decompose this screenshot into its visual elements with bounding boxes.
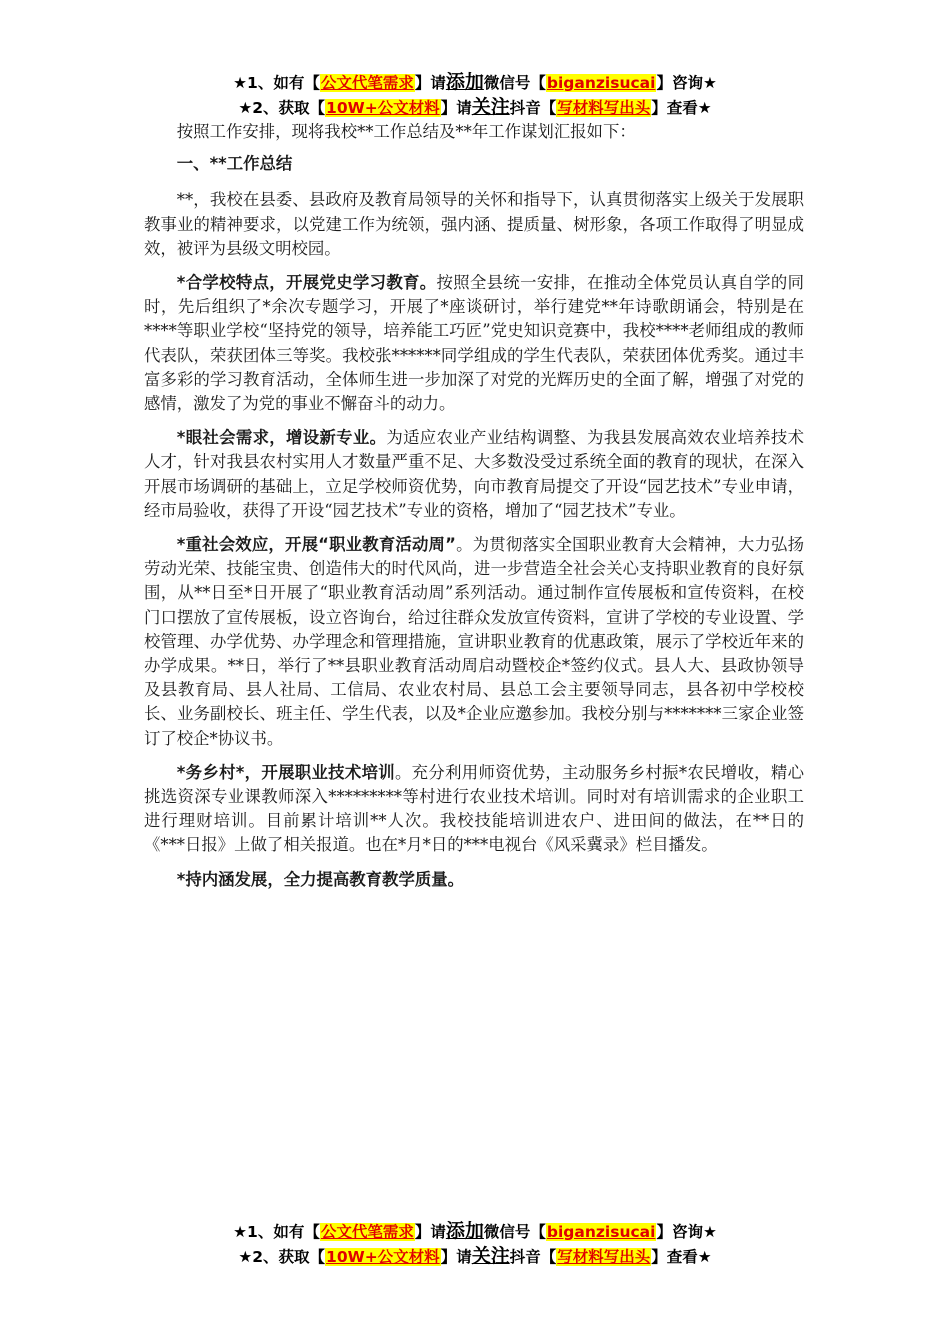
promo-highlight: 10W+公文材料	[326, 99, 440, 117]
promo-line-2	[0, 1244, 950, 1269]
promo-line-2	[0, 95, 950, 120]
promo-text: 微信号【	[483, 74, 546, 92]
section-1-body: 按照全县统一安排，在推动全体党员认真自学的同时，先后组织了*余次专题学习，开展了*座谈研讨，举行建党**年诗歌朗诵会，特别是在****等职业学校“坚持党的领导，培养能工巧匠”党史知识竞赛中，我校****老师组成的教师代表队，荣获团体三等奖。我校张******同学组成的学生代表队，荣获团体优秀奖。通过丰富多彩的学习教育活动，全体师生进一步加深了对党的光辉历史的全面了解，增强了对党的感情，激发了为党的事业不懈奋斗的动力。	[144, 273, 805, 414]
promo-text: ★1、如有【	[233, 74, 320, 92]
promo-emphasis: 关注	[471, 96, 510, 118]
promo-text: 抖音【	[509, 99, 557, 117]
document-body	[144, 120, 804, 902]
promo-text: 】请	[414, 74, 446, 92]
promo-text: ★2、获取【	[238, 99, 326, 117]
promo-text: 】请	[440, 99, 472, 117]
section-5-paragraph	[144, 868, 804, 892]
section-2-body: 为适应农业产业结构调整、为我县发展高效农业培养技术人才，针对我县农村实用人才数量严重不足、大多数没受过系统全面的教育的现状，在深入开展市场调研的基础上，立足学校师资优势，向市教育局提交了开设“园艺技术”专业申请，经市局验收，获得了开设“园艺技术”专业的资格，增加了“园艺技术”专业。	[144, 428, 805, 520]
overview-paragraph: **，我校在县委、县政府及教育局领导的关怀和指导下，认真贯彻落实上级关于发展职教事业的精神要求，以党建工作为统领，强内涵、提质量、树形象，各项工作取得了明显成效，被评为县级文明校园。	[144, 190, 804, 258]
section-3-paragraph	[144, 533, 804, 751]
section-4-paragraph	[144, 761, 804, 858]
promo-text: 抖音【	[509, 1248, 557, 1266]
wechat-id-highlight: biganzisucai	[546, 74, 656, 92]
promo-emphasis: 关注	[471, 1245, 510, 1267]
section-4-body: 。充分利用师资优势，主动服务乡村振*农民增收，精心挑选资深专业课教师深入*********等村进行农业技术培训。同时对有培训需求的企业职工进行理财培训。目前累计培训**人次。我校技能培训进农户、进田间的做法，在**日的《***日报》上做了相关报道。也在*月*日的***电视台《风采冀录》栏目播发。	[144, 762, 804, 855]
promo-line-1	[0, 1219, 950, 1244]
promo-emphasis: 添加	[445, 1220, 484, 1242]
promo-text: 微信号【	[483, 1223, 546, 1241]
section-1-paragraph	[144, 271, 804, 416]
promo-text: ★1、如有【	[233, 1223, 320, 1241]
promo-text: 】咨询★	[656, 1223, 717, 1241]
section-5-title: *持内涵发展，全力提高教育教学质量。	[176, 869, 465, 889]
intro-paragraph: 按照工作安排，现将我校**工作总结及**年工作谋划汇报如下：	[176, 122, 636, 141]
promo-line-1	[0, 70, 950, 95]
promo-emphasis: 添加	[445, 71, 484, 93]
promo-text: 】查看★	[651, 99, 712, 117]
section-4-title: *务乡村*，开展职业技术培训	[176, 762, 395, 782]
section-3-body: 。为贯彻落实全国职业教育大会精神，大力弘扬劳动光荣、技能宝贵、创造伟大的时代风尚，进一步营造全社会关心支持职业教育的良好氛围，从**日至*日开展了“职业教育活动周”系列活动。通过制作宣传展板和宣传资料，在校门口摆放了宣传展板，设立咨询台，给过往群众发放宣传资料，宣讲了学校的专业设置、学校管理、办学优势、办学理念和管理措施，宣讲职业教育的优惠政策，展示了学校近年来的办学成果。**日，举行了**县职业教育活动周启动暨校企*签约仪式。县人大、县政协领导及县教育局、县人社局、工信局、农业农村局、县总工会主要领导同志，县各初中学校校长、业务副校长、班主任、学生代表，以及*企业应邀参加。我校分别与*******三家企业签订了校企*协议书。	[144, 535, 805, 748]
promo-text: 】请	[414, 1223, 446, 1241]
section-heading: 一、**工作总结	[176, 154, 293, 174]
section-3-title: *重社会效应，开展“职业教育活动周”	[176, 535, 456, 555]
douyin-id-highlight: 写材料写出头	[557, 1248, 651, 1266]
promo-highlight: 公文代笔需求	[320, 1223, 414, 1241]
promo-banner-bottom	[0, 1219, 950, 1269]
promo-highlight: 10W+公文材料	[326, 1248, 440, 1266]
promo-text: ★2、获取【	[238, 1248, 326, 1266]
promo-highlight: 公文代笔需求	[320, 74, 414, 92]
promo-text: 】请	[440, 1248, 472, 1266]
promo-text: 】查看★	[651, 1248, 712, 1266]
promo-text: 】咨询★	[656, 74, 717, 92]
wechat-id-highlight: biganzisucai	[546, 1223, 656, 1241]
douyin-id-highlight: 写材料写出头	[557, 99, 651, 117]
section-2-title: *眼社会需求，增设新专业。	[176, 428, 387, 448]
promo-banner-top	[0, 70, 950, 120]
section-1-title: *合学校特点，开展党史学习教育。	[176, 273, 437, 293]
section-2-paragraph	[144, 426, 804, 523]
